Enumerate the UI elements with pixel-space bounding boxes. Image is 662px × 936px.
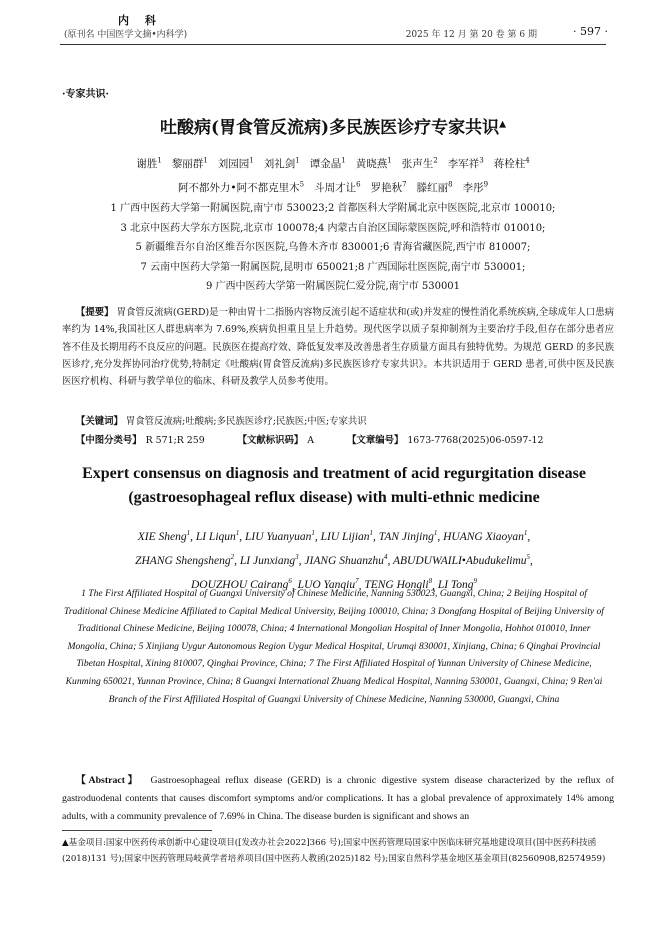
keywords-zh-text: 胃食管反流病;吐酸病;多民族医诊疗;民族医;中医;专家共识	[125, 416, 367, 427]
funding-footnote: ▲基金项目:国家中医药传承创新中心建设项目([发改办社会2022]366 号);国家中医药管理局国家中医临床研究基地建设项目(国中医药科技函(2018)131 号);国家中医药管理局岐黄学者培养项目(国中医药人教函(2025)182 号);国家自然科学基金地区基金项目(82560908,82574959)	[62, 838, 606, 864]
author-zh: 罗艳秋$^7$	[370, 180, 407, 194]
title-en-line1: Expert consensus on diagnosis and treatment of acid regurgitation disease	[82, 465, 586, 482]
abstract-en-label: 【Abstract】	[76, 775, 141, 786]
author-en: XIE Sheng$^1$	[137, 529, 191, 543]
title-zh-text: 吐酸病(胃食管反流病)多民族医诊疗专家共识	[159, 118, 500, 138]
keywords-zh-label: 【关键词】	[76, 416, 123, 427]
author-zh: 黄晓燕$^1$	[355, 156, 392, 170]
journal-subtitle: (原刊名 中国医学文摘•内科学)	[64, 30, 188, 40]
column-label: ·专家共识·	[62, 89, 109, 100]
abstract-zh-label: 【提要】	[76, 307, 114, 318]
author-en: ABUDUWAILI•Abudukelimu$^5$	[392, 553, 531, 568]
authors-zh-line1	[60, 150, 606, 174]
abstract-en-text: Gastroesophageal reflux disease (GERD) is a chronic digestive system disease characterized by the reflux of gastroduodenal contents that causes discomfort symptoms and/or complications. It has a global prevalence of approximately 14% among adults, with a community prevalence of 7.69% in China. The disease burden is significant and shows an	[62, 775, 614, 822]
author-en: LI Junxiang$^3$	[239, 553, 299, 568]
abstract-zh	[62, 304, 614, 390]
affiliation-zh-line: 3 北京中医药大学东方医院,北京市 100078;4 内蒙古自治区国际蒙医医院,呼和浩特市 010010;	[120, 222, 546, 234]
affiliations-zh	[60, 199, 606, 297]
author-en: LIU Yuanyuan$^1$	[245, 529, 315, 543]
author-en: JIANG Shuanzhu$^4$	[304, 553, 388, 568]
author-zh: 张声生$^2$	[401, 156, 438, 170]
author-en: DOUZHOU Cairang$^6$	[190, 577, 292, 592]
author-zh: 黎丽群$^1$	[171, 156, 208, 170]
title-zh	[60, 113, 606, 138]
author-zh: 阿不都外力•阿不都克里木$^5$	[177, 180, 305, 194]
authors-zh-line2	[60, 174, 606, 198]
affiliation-zh-line: 1 广西中医药大学第一附属医院,南宁市 530023;2 首都医科大学附属北京中医医院,北京市 100010;	[110, 203, 556, 214]
abstract-zh-text: 胃食管反流病(GERD)是一种由胃十二指肠内容物反流引起不适症状和(或)并发症的慢性消化系统疾病,全球成年人口患病率约为 14%,我国社区人群患病率为 7.69%,疾病负担重且呈上升趋势。现代医学以质子泵抑制剂为主要治疗手段,但存在部分患者应答不佳及长期用药不良反应的问题。民族医在提高疗效、降低复发率及改善患者生存质量方面具有独特优势。为规范 GERD 的多民族医诊疗,充分发挥协同治疗优势,特制定《吐酸病(胃食管反流病)多民族医诊疗专家共识》。本共识适用于 GERD 患者,可供中医及民族医医疗机构、科研与教学单位的临床、科研及教学人员参考使用。	[62, 307, 614, 388]
affiliations-en: 1 The First Affiliated Hospital of Guangxi University of Chinese Medicine, Nanning 530023, Guangxi, China; 2 Beijing Hospital of Traditional Chinese Medicine Affiliated to Capital Medical University, Beijing 100010, China; 3 Dongfang Hospital of Beijing University of Traditional Chinese Medicine, Beijing 100078, China; 4 International Mongolian Hospital of Inner Mongolia, Hohhot 010010, Inner Mongolia, China; 5 Xinjiang Uygur Autonomous Region Uygur Medical Hospital, Urumqi 830001, Xinjiang, China; 6 Qinghai Provincial Tibetan Hospital, Xining 810007, Qinghai Province, China; 7 The First Affiliated Hospital of Yunnan University of Chinese Medicine, Kunming 650021, Yunnan Province, China; 8 Guangxi International Zhuang Medical Hospital, Nanning 530001, Guangxi, China; 9 Ren'ai Branch of the First Affiliated Hospital of Guangxi University of Chinese Medicine, Nanning 530000, Guangxi, China	[64, 588, 604, 705]
clc-label: 【中图分类号】	[76, 435, 142, 446]
author-en: LI Tong$^9$	[437, 577, 478, 592]
title-en	[62, 462, 606, 510]
author-zh: 李彤$^9$	[462, 180, 489, 194]
header-rule	[60, 44, 606, 45]
title-en-line2: (gastroesophageal reflux disease) with multi-ethnic medicine	[128, 489, 540, 506]
author-zh: 李军祥$^3$	[447, 156, 484, 170]
affiliation-zh-line: 5 新疆维吾尔自治区维吾尔医医院,乌鲁木齐市 830001;6 青海省藏医院,西宁市 810007;	[135, 242, 531, 253]
page-number: · 597 ·	[573, 25, 608, 38]
author-zh: 刘礼剑$^1$	[263, 156, 300, 170]
footnote-rule	[62, 830, 212, 831]
author-zh: 滕红丽$^8$	[416, 180, 453, 194]
keywords-zh	[62, 413, 628, 430]
funding-mark: ▲	[499, 119, 506, 130]
article-number-label: 【文章编号】	[347, 435, 404, 446]
author-zh: 谢胜$^1$	[136, 156, 162, 170]
author-en: HUANG Xiaoyan$^1$	[443, 529, 528, 543]
article-number-value: 1673-7768(2025)06-0597-12	[407, 435, 544, 446]
author-zh: 谭金晶$^1$	[309, 156, 346, 170]
author-zh: 蒋栓柱$^4$	[493, 156, 530, 170]
author-zh: 刘园园$^1$	[217, 156, 254, 170]
authors-en-line3: DOUZHOU Cairang$^6$, LUO Yanqiu$^7$, TENG Hongli$^8$, LI Tong$^9$	[190, 577, 478, 592]
author-zh: 斗周才让$^6$	[314, 180, 361, 194]
affiliation-zh-line: 9 广西中医药大学第一附属医院仁爱分院,南宁市 530001	[205, 281, 461, 292]
authors-en-line1: XIE Sheng$^1$, LI Liqun$^1$, LIU Yuanyuan$^1$, LIU Lijian$^1$, TAN Jinjing$^1$, HUANG Xiaoyan$^1$,	[137, 529, 531, 543]
classification-line	[76, 432, 547, 446]
journal-name: 内 科	[118, 14, 162, 27]
affiliation-zh-line: 7 云南中医药大学第一附属医院,昆明市 650021;8 广西国际壮医医院,南宁市 530001;	[140, 261, 526, 273]
authors-en-line2: ZHANG Shengsheng$^2$, LI Junxiang$^3$, JIANG Shuanzhu$^4$, ABUDUWAILI•Abudukelimu$^5$,	[135, 553, 533, 568]
author-en: LI Liqun$^1$	[195, 529, 240, 543]
abstract-en	[62, 772, 614, 826]
author-en: LIU Lijian$^1$	[320, 529, 374, 543]
doc-code-label: 【文献标识码】	[237, 435, 304, 446]
doc-code-value: A	[307, 435, 315, 446]
author-en: ZHANG Shengsheng$^2$	[135, 553, 235, 568]
clc-value: R 571;R 259	[145, 435, 205, 446]
issue-info: 2025 年 12 月 第 20 卷 第 6 期	[405, 30, 537, 40]
author-en: TENG Hongli$^8$	[364, 577, 433, 592]
author-en: TAN Jinjing$^1$	[378, 529, 438, 543]
author-en: LUO Yanqiu$^7$	[297, 577, 359, 592]
